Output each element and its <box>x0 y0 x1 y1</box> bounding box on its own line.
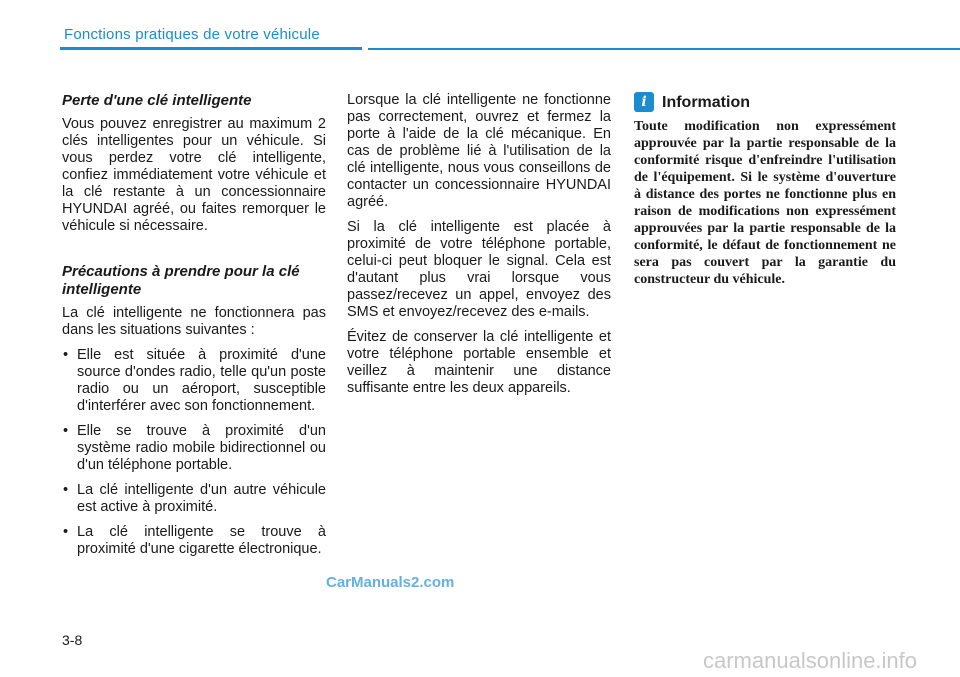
information-body: Toute modification non expressément approuvée par la partie responsable de la conformité risque d'enfreindre l'utilisation de l'équipement. Si le système d'ouverture à distance des portes ne fonctionne plus en raison de modifications non expressément approuvées par la partie responsable de la conformité, le défaut de fonctionnement ne sera pas couvert par la garantie du constructeur du véhicule. <box>634 119 896 287</box>
precautions-intro: La clé intelligente ne fonctionnera pas dans les situations suivantes : <box>62 305 326 338</box>
lost-key-paragraph: Vous pouvez enregistrer au maximum 2 clés intelligentes pour un véhicule. Si vous perdez votre clé intelligente, confiez immédiatement votre véhicule et la clé restante à un concessionnaire HYUNDAI agréé, ou faites remorquer le véhicule si nécessaire. <box>62 116 326 234</box>
list-item: • Elle est située à proximité d'une source d'ondes radio, telle qu'un poste radio ou un aéroport, susceptible d'interférer avec son fonctionnement. <box>62 347 326 415</box>
paragraph-phone-interference: Si la clé intelligente est placée à proximité de votre téléphone portable, celui-ci peut bloquer le signal. Cela est d'autant plus vrai lorsque vous passez/recevez un appel, envoyez des SMS et envoyez/recevez des e-mails. <box>347 219 611 320</box>
info-icon: i <box>634 92 654 112</box>
column-left <box>62 92 326 566</box>
footer-watermark: carmanualsonline.info <box>703 648 918 673</box>
header-rule-left <box>60 47 362 50</box>
information-title: Information <box>662 93 750 111</box>
header-rule-right <box>368 48 960 50</box>
information-box <box>634 92 896 288</box>
precautions-list <box>62 347 326 558</box>
lost-key-heading: Perte d'une clé intelligente <box>62 92 252 109</box>
watermark-link[interactable]: CarManuals2.com <box>326 574 455 591</box>
list-item: • Elle se trouve à proximité d'un système radio mobile bidirectionnel ou d'un téléphone portable. <box>62 423 326 474</box>
precautions-heading: Précautions à prendre pour la clé intelligente <box>62 263 300 298</box>
paragraph-malfunction: Lorsque la clé intelligente ne fonctionne pas correctement, ouvrez et fermez la porte à l'aide de la clé mécanique. En cas de problème lié à l'utilisation de la clé intelligente, nous vous conseillons de contacter un concessionnaire HYUNDAI agréé. <box>347 92 611 210</box>
page-header-title: Fonctions pratiques de votre véhicule <box>64 26 320 43</box>
list-item: • La clé intelligente d'un autre véhicule est active à proximité. <box>62 482 326 516</box>
information-header <box>634 92 896 112</box>
column-middle <box>347 92 611 405</box>
paragraph-keep-distance: Évitez de conserver la clé intelligente et votre téléphone portable ensemble et veillez à maintenir une distance suffisante entre les deux appareils. <box>347 329 611 396</box>
page-number: 3-8 <box>62 632 83 648</box>
list-item: • La clé intelligente se trouve à proximité d'une cigarette électronique. <box>62 524 326 558</box>
